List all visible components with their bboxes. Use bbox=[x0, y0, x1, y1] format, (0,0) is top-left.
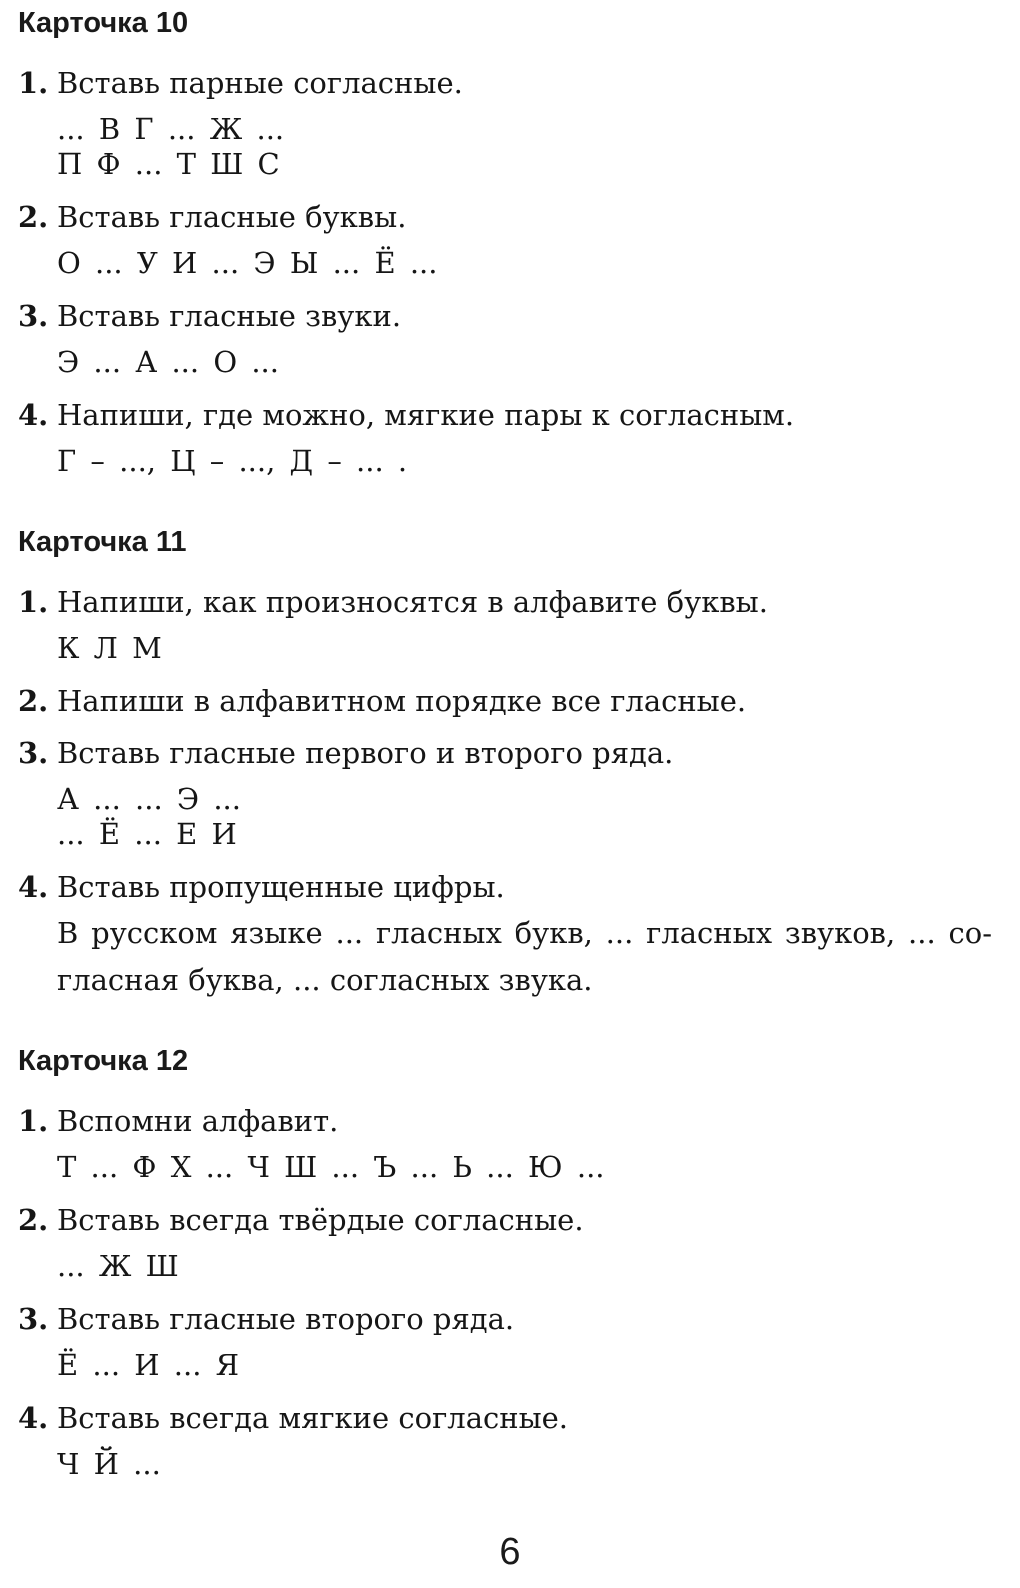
letter-row: Э ... А ... О ... bbox=[57, 345, 279, 379]
letter-row: ... Ж Ш bbox=[57, 1249, 179, 1283]
task-item bbox=[18, 1401, 992, 1482]
card-title: Карточка 10 bbox=[18, 7, 189, 39]
task-number: 4. bbox=[18, 398, 49, 432]
letter-row: К Л М bbox=[57, 631, 162, 665]
task-text: Вставь гласные буквы. bbox=[57, 200, 407, 234]
task-text: Вставь гласные второго ряда. bbox=[57, 1302, 515, 1336]
paragraph-line: В русском языке ... гласных букв, ... гласных звуков, ... со- bbox=[57, 916, 992, 950]
card-12 bbox=[18, 1044, 992, 1482]
task-item bbox=[18, 1104, 992, 1185]
task-text: Вспомни алфавит. bbox=[57, 1104, 339, 1138]
task-number: 1. bbox=[18, 1104, 49, 1138]
task-text: Вставь всегда твёрдые согласные. bbox=[57, 1203, 584, 1237]
task-text: Вставь всегда мягкие согласные. bbox=[57, 1401, 569, 1435]
task-item bbox=[18, 299, 992, 380]
letter-row: А ... ... Э ... bbox=[57, 782, 241, 816]
letter-row: Ч Й ... bbox=[57, 1447, 161, 1481]
task-item bbox=[18, 1203, 992, 1284]
task-item bbox=[18, 66, 992, 182]
task-item bbox=[18, 736, 992, 852]
task-item bbox=[18, 585, 992, 666]
page-number: 6 bbox=[499, 1531, 521, 1573]
task-number: 3. bbox=[18, 736, 49, 770]
task-number: 4. bbox=[18, 1401, 49, 1435]
task-text: Напиши в алфавитном порядке все гласные. bbox=[57, 684, 747, 718]
task-number: 1. bbox=[18, 585, 49, 619]
task-text: Вставь парные согласные. bbox=[57, 66, 463, 100]
letter-row: ... Ё ... Е И bbox=[57, 817, 237, 851]
card-10 bbox=[18, 6, 992, 479]
letter-row: Ё ... И ... Я bbox=[57, 1348, 240, 1382]
task-number: 2. bbox=[18, 200, 49, 234]
task-text: Напиши, где можно, мягкие пары к согласным. bbox=[57, 398, 795, 432]
letter-row: ... В Г ... Ж ... bbox=[57, 112, 285, 146]
task-number: 1. bbox=[18, 66, 49, 100]
task-number: 2. bbox=[18, 1203, 49, 1237]
task-text: Вставь пропущенные цифры. bbox=[57, 870, 505, 904]
task-number: 4. bbox=[18, 870, 49, 904]
task-item bbox=[18, 1302, 992, 1383]
task-item bbox=[18, 200, 992, 281]
task-item bbox=[18, 870, 992, 998]
card-title: Карточка 11 bbox=[18, 526, 187, 558]
card-title: Карточка 12 bbox=[18, 1045, 189, 1077]
task-text: Вставь гласные звуки. bbox=[57, 299, 402, 333]
card-11 bbox=[18, 525, 992, 998]
letter-row: П Ф ... Т Ш С bbox=[57, 147, 280, 181]
task-text: Вставь гласные первого и второго ряда. bbox=[57, 736, 674, 770]
task-item bbox=[18, 398, 992, 479]
letter-row: О ... У И ... Э Ы ... Ё ... bbox=[57, 246, 438, 280]
task-number: 3. bbox=[18, 1302, 49, 1336]
paragraph-line: гласная буква, ... согласных звука. bbox=[57, 963, 593, 997]
task-text: Напиши, как произносятся в алфавите буквы. bbox=[57, 585, 768, 619]
letter-row: Г – ..., Ц – ..., Д – ... . bbox=[57, 444, 408, 478]
letter-row: Т ... Ф Х ... Ч Ш ... Ъ ... Ь ... Ю ... bbox=[57, 1150, 605, 1184]
task-number: 3. bbox=[18, 299, 49, 333]
task-item bbox=[18, 684, 992, 718]
task-number: 2. bbox=[18, 684, 49, 718]
